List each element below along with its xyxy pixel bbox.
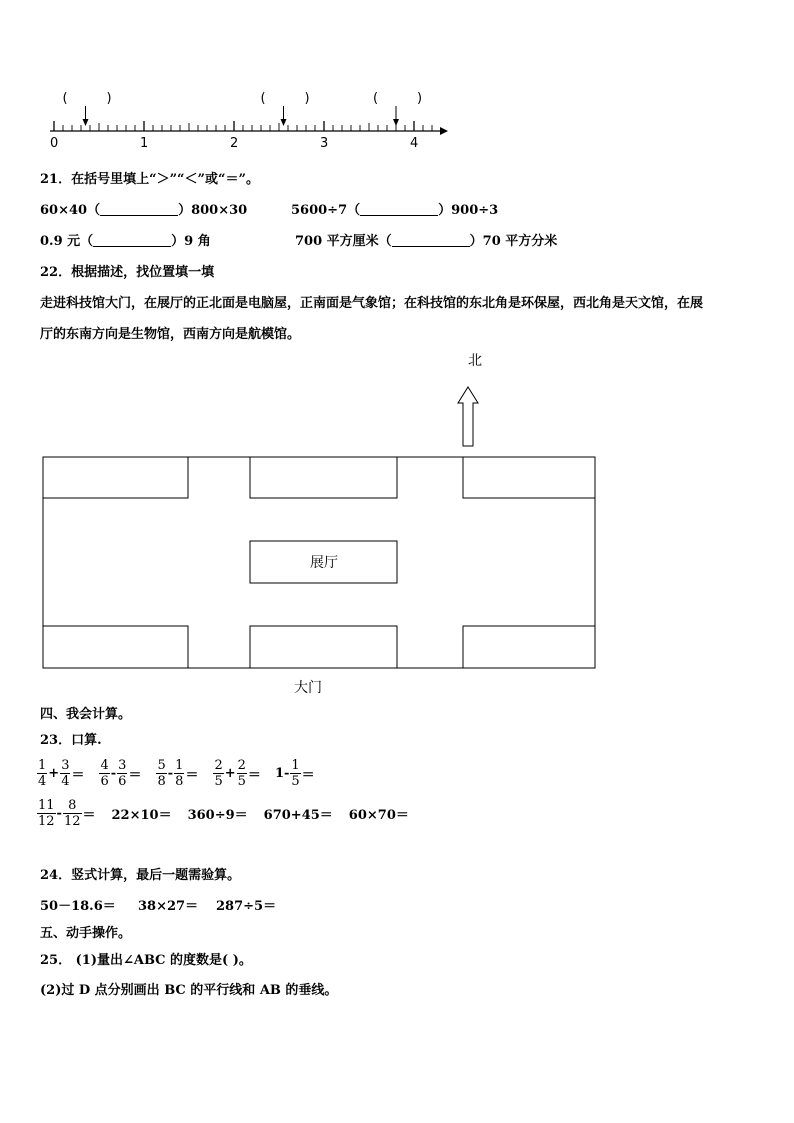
q21-item-2: 5600÷7（ ）900÷3 (291, 203, 499, 218)
q22-text-line-1: 走进科技馆大门，在展厅的正北面是电脑屋，正南面是气象馆；在科技馆的东北角是环保屋，西北角是天文馆，在展 (40, 296, 704, 311)
q23-title: 23．口算. (40, 733, 102, 748)
number-line-arrowhead (440, 127, 448, 135)
q22-text-line-2: 厅的东南方向是生物馆，西南方向是航模馆。 (40, 327, 301, 342)
fraction: $\frac{3}{6}$ (118, 758, 127, 789)
q25-line-1: 25． (1)量出∠ABC 的度数是( )。 (40, 953, 252, 968)
q23-expr: 60×70＝ (348, 808, 409, 823)
number-line-label: 2 (230, 136, 239, 151)
q21-title: 21．在括号里填上“＞”“＜”或“＝”。 (40, 172, 259, 187)
fraction: $\frac{3}{4}$ (61, 758, 70, 789)
q21-item-1: 60×40（ ）800×30 (40, 203, 248, 218)
q21-item-3: 0.9 元（ ）9 角 (40, 234, 211, 249)
answer-blank[interactable] (100, 203, 178, 216)
number-line-label: 0 (50, 136, 59, 151)
bracket-open: ( (373, 91, 379, 106)
q24-item-3: 287÷5＝ (216, 899, 277, 914)
north-arrow-icon (458, 387, 478, 446)
q23-row-1: $\frac{1}{4}$ + $\frac{3}{4}$ ＝ $\frac{4}{6}$ - $\frac{3}{6}$ ＝ $\frac{5}{8}$ - $\frac{1}{8}$ ＝ $\frac{2}{5}$ + $\frac{2}{5}$ ＝ 1- $\frac{1}{5}$ ＝ (38, 758, 315, 789)
number-line (40, 84, 460, 154)
q23-row-2: $\frac{11}{12}$ - $\frac{8}{12}$ ＝ 22×10＝ 360÷9＝ 670+45＝ 60×70＝ (38, 798, 409, 829)
bracket-close: ) (304, 91, 310, 106)
arrow-down-head (281, 119, 287, 126)
q23-expr: 22×10＝ (111, 808, 172, 823)
arrow-down-head (83, 119, 89, 126)
fraction: $\frac{11}{12}$ (38, 798, 55, 829)
q22-title: 22．根据描述，找位置填一填 (40, 265, 215, 280)
answer-blank[interactable] (392, 234, 470, 247)
arrow-down-head (393, 119, 399, 126)
answer-blank[interactable] (93, 234, 171, 247)
section-4-title: 四、我会计算。 (40, 707, 132, 722)
answer-bracket (63, 91, 112, 126)
fraction: $\frac{8}{12}$ (63, 798, 81, 829)
q25-line-2: (2)过 D 点分别画出 BC 的平行线和 AB 的垂线。 (40, 983, 338, 998)
room-southeast (463, 626, 595, 668)
bracket-close: ) (106, 91, 112, 106)
room-northeast (463, 457, 595, 498)
fraction: $\frac{5}{8}$ (157, 758, 166, 789)
gate-label: 大门 (294, 680, 322, 696)
museum-map (0, 340, 794, 700)
answer-bracket (261, 91, 310, 126)
q24-item-2: 38×27＝ (138, 899, 199, 914)
north-label: 北 (468, 353, 482, 369)
number-line-label: 1 (140, 136, 149, 151)
q23-expr: 360÷9＝ (187, 808, 248, 823)
bracket-open: ( (62, 91, 68, 106)
bracket-open: ( (260, 91, 266, 106)
bracket-close: ) (417, 91, 423, 106)
number-line-label: 4 (410, 136, 419, 151)
fraction: $\frac{1}{4}$ (38, 758, 47, 789)
answer-bracket (373, 91, 422, 126)
q24-item-1: 50－18.6＝ (40, 899, 116, 914)
room-south (250, 626, 397, 668)
q23-expr: 670+45＝ (263, 808, 333, 823)
room-southwest (43, 626, 188, 668)
fraction: $\frac{1}{5}$ (291, 758, 300, 789)
room-north (250, 457, 397, 498)
q21-item-4: 700 平方厘米（ ）70 平方分米 (295, 234, 558, 249)
exhibition-hall-label: 展厅 (310, 555, 338, 571)
room-northwest (43, 457, 188, 498)
number-line-label: 3 (320, 136, 329, 151)
fraction: $\frac{4}{6}$ (100, 758, 109, 789)
fraction: $\frac{2}{5}$ (237, 758, 246, 789)
section-5-title: 五、动手操作。 (40, 926, 132, 941)
q24-title: 24．竖式计算，最后一题需验算。 (40, 868, 241, 883)
fraction: $\frac{1}{8}$ (175, 758, 184, 789)
answer-blank[interactable] (360, 203, 438, 216)
fraction: $\frac{2}{5}$ (214, 758, 223, 789)
